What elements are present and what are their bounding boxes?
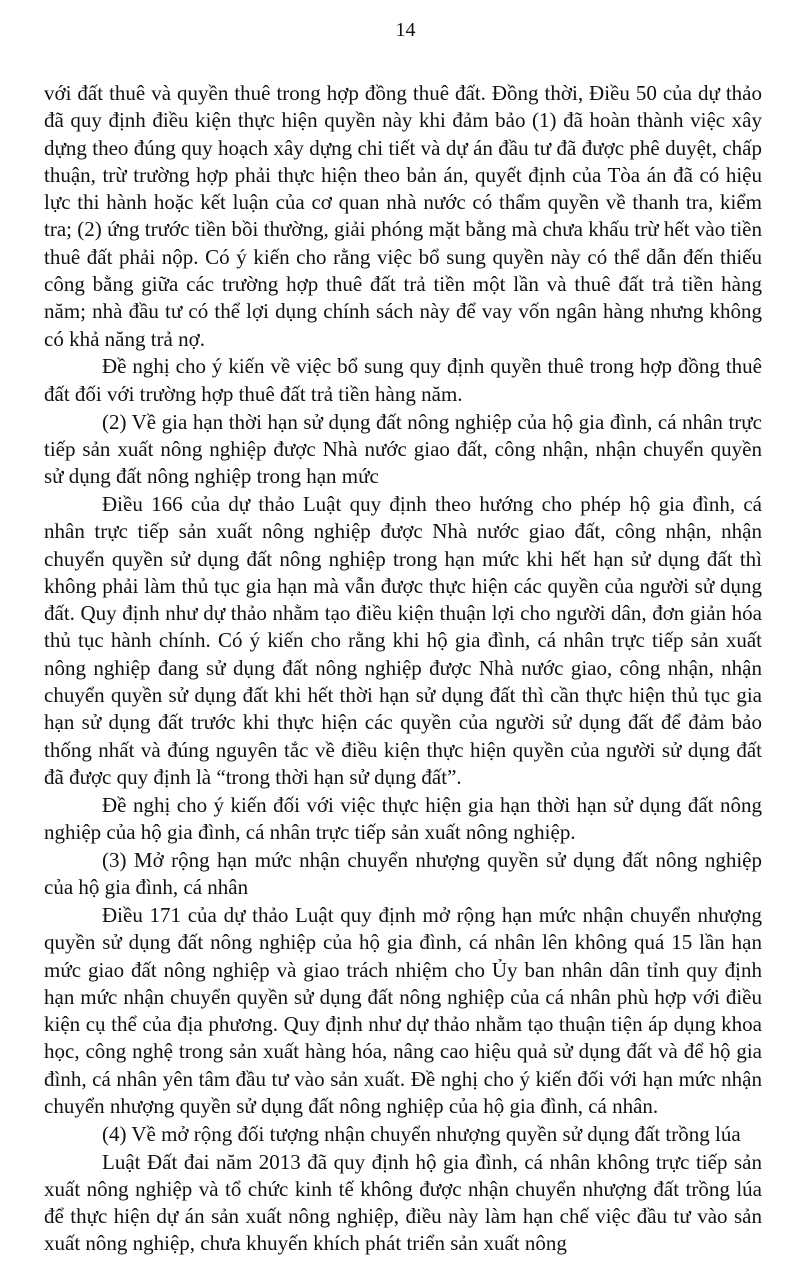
paragraph-article-166: Điều 166 của dự thảo Luật quy định theo hướng cho phép hộ gia đình, cá nhân trực tiếp sản xuất nông nghiệp được Nhà nước giao đất, công nhận, nhận chuyển quyền sử dụng đất nông nghiệp trong hạn mức khi hết hạn sử dụng đất thì không phải làm thủ tục gia hạn mà vẫn được thực hiện các quyền của người sử dụng đất. Quy định như dự thảo nhằm tạo điều kiện thuận lợi cho người dân, đơn giản hóa thủ tục hành chính. Có ý kiến cho rằng khi hộ gia đình, cá nhân trực tiếp sản xuất nông nghiệp đang sử dụng đất nông nghiệp được Nhà nước giao, công nhận, nhận chuyển quyền sử dụng đất khi hết thời hạn sử dụng đất thì cần thực hiện thủ tục gia hạn sử dụng đất trước khi thực hiện các quyền của người sử dụng đất để đảm bảo thống nhất và đúng nguyên tắc về điều kiện thực hiện quyền của người sử dụng đất đã được quy định là “trong thời hạn sử dụng đất”. — [44, 491, 762, 789]
document-body — [44, 80, 762, 1258]
paragraph-request-extension: Đề nghị cho ý kiến đối với việc thực hiện gia hạn thời hạn sử dụng đất nông nghiệp của hộ gia đình, cá nhân trực tiếp sản xuất nông nghiệp. — [44, 792, 762, 845]
page-number: 14 — [395, 19, 416, 41]
paragraph-continuation: với đất thuê và quyền thuê trong hợp đồng thuê đất. Đồng thời, Điều 50 của dự thảo đã quy định điều kiện thực hiện quyền này khi đảm bảo (1) đã hoàn thành việc xây dựng theo đúng quy hoạch xây dựng chi tiết và dự án đầu tư đã được phê duyệt, chấp thuận, trừ trường hợp phải thực hiện theo bản án, quyết định của Tòa án đã có hiệu lực thi hành hoặc kết luận của cơ quan nhà nước có thẩm quyền về thanh tra, kiểm tra; (2) ứng trước tiền bồi thường, giải phóng mặt bằng mà chưa khấu trừ hết vào tiền thuê đất phải nộp. Có ý kiến cho rằng việc bổ sung quyền này có thể dẫn đến thiếu công bằng giữa các trường hợp thuê đất trả tiền một lần và thuê đất trả tiền hàng năm; nhà đầu tư có thể lợi dụng chính sách này để vay vốn ngân hàng nhưng không có khả năng trả nợ. — [44, 81, 762, 351]
paragraph-request-lease-rights: Đề nghị cho ý kiến về việc bổ sung quy định quyền thuê trong hợp đồng thuê đất đối với trường hợp thuê đất trả tiền hàng năm. — [44, 354, 762, 406]
section-heading-2: (2) Về gia hạn thời hạn sử dụng đất nông nghiệp của hộ gia đình, cá nhân trực tiếp sản xuất nông nghiệp được Nhà nước giao đất, công nhận, nhận chuyển quyền sử dụng đất nông nghiệp trong hạn mức — [44, 409, 762, 489]
section-heading-4: (4) Về mở rộng đối tượng nhận chuyển nhượng quyền sử dụng đất trồng lúa — [102, 1121, 741, 1146]
paragraph-land-law-2013: Luật Đất đai năm 2013 đã quy định hộ gia đình, cá nhân không trực tiếp sản xuất nông nghiệp và tổ chức kinh tế không được nhận chuyển nhượng đất trồng lúa để thực hiện dự án sản xuất nông nghiệp, điều này làm hạn chế việc đầu tư vào sản xuất nông nghiệp, chưa khuyến khích phát triển sản xuất nông — [44, 1149, 762, 1256]
section-heading-3: (3) Mở rộng hạn mức nhận chuyển nhượng quyền sử dụng đất nông nghiệp của hộ gia đình, cá nhân — [44, 847, 762, 900]
paragraph-article-171: Điều 171 của dự thảo Luật quy định mở rộng hạn mức nhận chuyển nhượng quyền sử dụng đất nông nghiệp của hộ gia đình, cá nhân lên không quá 15 lần hạn mức giao đất nông nghiệp và giao trách nhiệm cho Ủy ban nhân dân tỉnh quy định hạn mức nhận chuyển quyền sử dụng đất nông nghiệp của cá nhân phù hợp với điều kiện cụ thể của địa phương. Quy định như dự thảo nhằm tạo thuận tiện áp dụng khoa học, công nghệ trong sản xuất hàng hóa, nâng cao hiệu quả sử dụng đất và để hộ gia đình, cá nhân yên tâm đầu tư vào sản xuất. Đề nghị cho ý kiến đối với hạn mức nhận chuyển nhượng quyền sử dụng đất nông nghiệp của hộ gia đình, cá nhân. — [44, 902, 762, 1118]
